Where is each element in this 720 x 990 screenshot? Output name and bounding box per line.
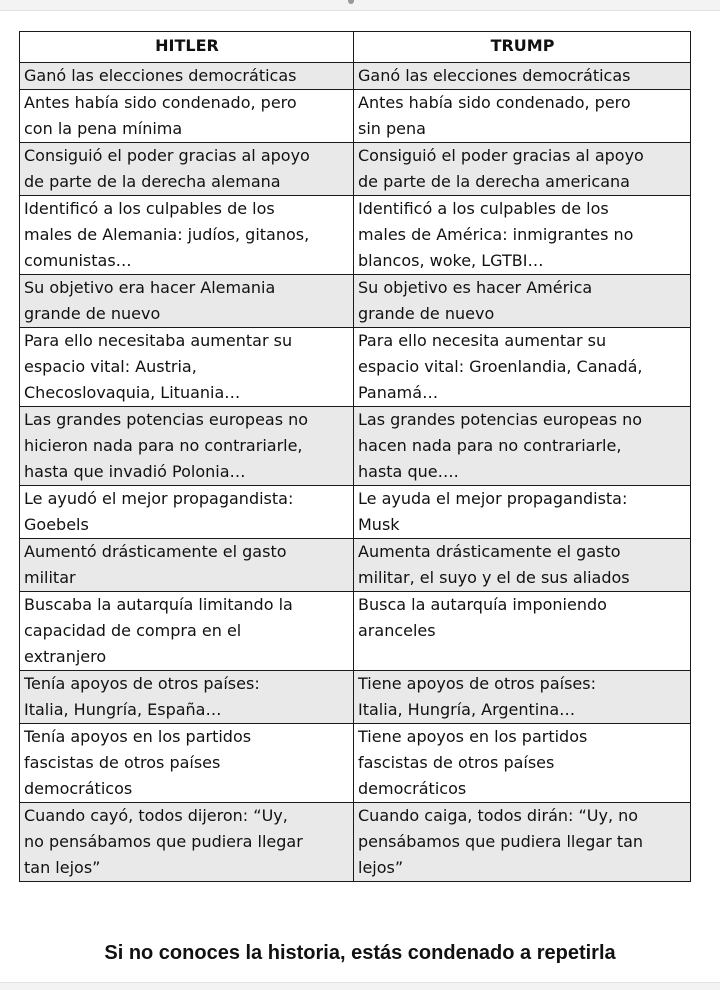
table-row [20, 63, 691, 90]
cell-hitler: Las grandes potencias europeas no hicieron nada para no contrariarle, hasta que invadió Polonia… [20, 407, 354, 486]
cell-trump: Tiene apoyos en los partidos fascistas de otros países democráticos [354, 724, 691, 803]
table-row [20, 592, 691, 671]
cell-trump: Busca la autarquía imponiendo aranceles [354, 592, 691, 671]
table-row [20, 275, 691, 328]
cell-trump: Consiguió el poder gracias al apoyo de parte de la derecha americana [354, 143, 691, 196]
cell-trump: Identificó a los culpables de los males de América: inmigrantes no blancos, woke, LGTBI… [354, 196, 691, 275]
cell-trump: Tiene apoyos de otros países: Italia, Hungría, Argentina… [354, 671, 691, 724]
cell-hitler: Antes había sido condenado, pero con la pena mínima [20, 90, 354, 143]
cell-trump: Cuando caiga, todos dirán: “Uy, no pensábamos que pudiera llegar tan lejos” [354, 803, 691, 882]
table-row [20, 407, 691, 486]
column-header-trump: TRUMP [354, 32, 691, 63]
cell-hitler: Su objetivo era hacer Alemania grande de nuevo [20, 275, 354, 328]
column-header-hitler: HITLER [20, 32, 354, 63]
table-row [20, 539, 691, 592]
cell-hitler: Cuando cayó, todos dijeron: “Uy, no pensábamos que pudiera llegar tan lejos” [20, 803, 354, 882]
cell-hitler: Aumentó drásticamente el gasto militar [20, 539, 354, 592]
cell-trump: Las grandes potencias europeas no hacen nada para no contrariarle, hasta que…. [354, 407, 691, 486]
comparison-table [19, 31, 691, 882]
cell-hitler: Identificó a los culpables de los males de Alemania: judíos, gitanos, comunistas… [20, 196, 354, 275]
cell-trump: Le ayuda el mejor propagandista: Musk [354, 486, 691, 539]
table-row [20, 671, 691, 724]
cell-trump: Aumenta drásticamente el gasto militar, el suyo y el de sus aliados [354, 539, 691, 592]
table-row [20, 803, 691, 882]
footer-caption: Si no conoces la historia, estás condenado a repetirla [104, 942, 616, 964]
table-row [20, 328, 691, 407]
cell-hitler: Le ayudó el mejor propagandista: Goebels [20, 486, 354, 539]
cell-hitler: Para ello necesitaba aumentar su espacio vital: Austria, Checoslovaquia, Lituania… [20, 328, 354, 407]
table-row [20, 724, 691, 803]
cell-hitler: Consiguió el poder gracias al apoyo de parte de la derecha alemana [20, 143, 354, 196]
cell-trump: Para ello necesita aumentar su espacio vital: Groenlandia, Canadá, Panamá… [354, 328, 691, 407]
cell-trump: Ganó las elecciones democráticas [354, 63, 691, 90]
table-row [20, 486, 691, 539]
cell-trump: Su objetivo es hacer América grande de nuevo [354, 275, 691, 328]
cell-trump: Antes había sido condenado, pero sin pena [354, 90, 691, 143]
table-row [20, 196, 691, 275]
table-row [20, 143, 691, 196]
top-edge [0, 0, 720, 11]
cell-hitler: Tenía apoyos en los partidos fascistas de otros países democráticos [20, 724, 354, 803]
table-row [20, 90, 691, 143]
cell-hitler: Tenía apoyos de otros países: Italia, Hungría, España… [20, 671, 354, 724]
cell-hitler: Buscaba la autarquía limitando la capacidad de compra en el extranjero [20, 592, 354, 671]
header-row [20, 32, 691, 63]
cell-hitler: Ganó las elecciones democráticas [20, 63, 354, 90]
